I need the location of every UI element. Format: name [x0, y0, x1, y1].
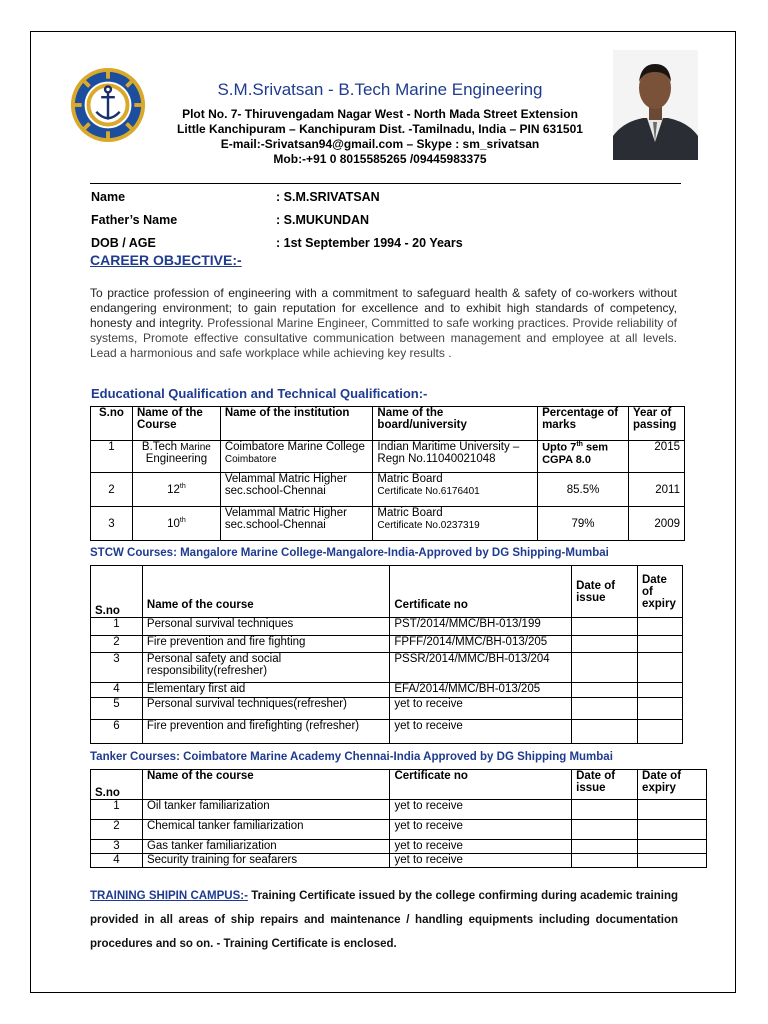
col-header: Certificate no [390, 566, 572, 618]
cell-course: Personal survival techniques(refresher) [142, 698, 389, 720]
cell-expiry [638, 800, 707, 820]
cell-sno: 6 [91, 720, 143, 744]
objective-text-2: Professional Marine Engineer, Committed to safe working practices. Provide reliability of systems, Promote effective consultative communication between management and employee at all levels. Lead a harmonious and safe workplace while achieving key results . [90, 316, 677, 360]
cell-sno: 2 [91, 473, 133, 507]
cell-expiry [637, 720, 682, 744]
personal-value: : S.M.SRIVATSAN [276, 190, 380, 204]
table-row [91, 720, 683, 744]
personal-value: : 1st September 1994 - 20 Years [276, 236, 463, 250]
cell-course: Fire prevention and fire fighting [142, 636, 389, 653]
cell-institution: Velammal Matric Higher sec.school-Chennai [220, 507, 373, 541]
cell-sno: 2 [91, 820, 143, 840]
objective-text-1: To practice profession of engineering with a commitment to safeguard health & safety of co-workers without endangering environment; to gain reputation for excellence and to exhibit high standards of competency, honesty and integrity. [90, 286, 677, 330]
cell-year: 2011 [628, 473, 684, 507]
cell-course: 10th [132, 507, 220, 541]
cell-issue [572, 618, 638, 636]
cell-sno: 5 [91, 698, 143, 720]
cell-sno: 2 [91, 636, 143, 653]
cell-course: B.Tech Marine Engineering [132, 441, 220, 473]
cell-expiry [638, 820, 707, 840]
cell-cert: yet to receive [390, 800, 572, 820]
cell-sno: 1 [91, 800, 143, 820]
table-header-row [91, 770, 707, 800]
personal-label: Name [91, 190, 126, 204]
cell-expiry [637, 653, 682, 683]
table-header-row [91, 407, 685, 441]
cell-course: Chemical tanker familiarization [142, 820, 390, 840]
cell-expiry [637, 618, 682, 636]
col-header: Certificate no [390, 770, 572, 800]
table-row [91, 800, 707, 820]
cell-sno: 4 [91, 683, 143, 698]
cell-sno: 3 [91, 653, 143, 683]
table-row [91, 441, 685, 473]
cell-issue [572, 820, 638, 840]
col-header: Date of issue [572, 566, 638, 618]
cell-issue [572, 800, 638, 820]
cell-issue [572, 698, 638, 720]
resume-title: S.M.Srivatsan - B.Tech Marine Engineering [217, 80, 543, 99]
col-header: Date of issue [572, 770, 638, 800]
table-row [91, 854, 707, 868]
cell-issue [572, 683, 638, 698]
anchor-emblem-icon [69, 66, 147, 144]
cell-year: 2015 [628, 441, 684, 473]
personal-label: DOB / AGE [91, 236, 156, 250]
cell-year: 2009 [628, 507, 684, 541]
cell-cert: yet to receive [390, 820, 572, 840]
cell-course: Elementary first aid [142, 683, 389, 698]
cell-institution: Coimbatore Marine College Coimbatore [220, 441, 373, 473]
cell-percentage: 79% [538, 507, 629, 541]
cell-sno: 3 [91, 840, 143, 854]
cell-board: Matric Board Certificate No.6176401 [373, 473, 538, 507]
contact-email-skype: E-mail:-Srivatsan94@gmail.com – Skype : sm_srivatsan [220, 137, 540, 151]
header-divider [90, 183, 681, 184]
cell-expiry [638, 840, 707, 854]
col-header: Name of the institution [220, 407, 373, 441]
col-header: S.no [91, 770, 143, 800]
cell-course: Fire prevention and firefighting (refresher) [142, 720, 389, 744]
cell-expiry [637, 636, 682, 653]
table-row [91, 473, 685, 507]
cell-cert: PSSR/2014/MMC/BH-013/204 [390, 653, 572, 683]
table-row [91, 840, 707, 854]
cell-course: Gas tanker familiarization [142, 840, 390, 854]
profile-photo [613, 50, 698, 160]
cell-cert: yet to receive [390, 854, 572, 868]
cell-cert: yet to receive [390, 840, 572, 854]
table-row [91, 683, 683, 698]
cell-issue [572, 653, 638, 683]
personal-value: : S.MUKUNDAN [276, 213, 370, 227]
col-header: Date of expiry [638, 770, 707, 800]
table-header-row [91, 566, 683, 618]
education-heading: Educational Qualification and Technical Qualification:- [91, 386, 428, 401]
col-header: S.no [91, 407, 133, 441]
cell-board: Matric Board Certificate No.0237319 [373, 507, 538, 541]
address-line-1: Plot No. 7- Thiruvengadam Nagar West - North Mada Street Extension [182, 107, 578, 121]
career-objective-heading: CAREER OBJECTIVE:- [90, 252, 242, 268]
table-row [91, 820, 707, 840]
tanker-heading: Tanker Courses: Coimbatore Marine Academy Chennai-India Approved by DG Shipping Mumbai [90, 751, 613, 763]
cell-institution: Velammal Matric Higher sec.school-Chennai [220, 473, 373, 507]
cell-course: 12th [132, 473, 220, 507]
training-heading: TRAINING SHIPIN CAMPUS:- [90, 890, 248, 902]
cell-sno: 1 [91, 441, 133, 473]
col-header: Name of the Course [132, 407, 220, 441]
resume-header [150, 80, 610, 167]
cell-board: Indian Maritime University – Regn No.11040021048 [373, 441, 538, 473]
cell-expiry [638, 854, 707, 868]
table-row [91, 698, 683, 720]
cell-sno: 3 [91, 507, 133, 541]
personal-label: Father’s Name [91, 213, 178, 227]
table-row [91, 618, 683, 636]
cell-sno: 4 [91, 854, 143, 868]
stcw-heading: STCW Courses: Mangalore Marine College-Mangalore-India-Approved by DG Shipping-Mumbai [90, 547, 609, 559]
contact-mobile: Mob:-+91 0 8015585265 /09445983375 [273, 152, 487, 166]
cell-cert: FPFF/2014/MMC/BH-013/205 [390, 636, 572, 653]
cell-course: Oil tanker familiarization [142, 800, 390, 820]
table-row [91, 653, 683, 683]
table-row [91, 636, 683, 653]
career-objective-text [90, 286, 677, 361]
cell-cert: yet to receive [390, 720, 572, 744]
tanker-table [90, 769, 707, 868]
table-row [91, 507, 685, 541]
training-text: Training Certificate issued by the college confirming during academic training provided in all areas of ship repairs and maintenance / handling equipments including documentation procedures and so on. - Training Certificate is enclosed. [90, 890, 678, 950]
col-header: Name of the course [142, 770, 390, 800]
cell-issue [572, 636, 638, 653]
cell-issue [572, 854, 638, 868]
col-header: Percentage of marks [538, 407, 629, 441]
col-header: Year of passing [628, 407, 684, 441]
address-line-2: Little Kanchipuram – Kanchipuram Dist. -Tamilnadu, India – PIN 631501 [177, 122, 583, 136]
cell-course: Personal survival techniques [142, 618, 389, 636]
cell-sno: 1 [91, 618, 143, 636]
cell-cert: PST/2014/MMC/BH-013/199 [390, 618, 572, 636]
col-header: Name of the course [142, 566, 389, 618]
cell-issue [572, 840, 638, 854]
cell-course: Security training for seafarers [142, 854, 390, 868]
cell-expiry [637, 683, 682, 698]
cell-percentage: 85.5% [538, 473, 629, 507]
cell-percentage: Upto 7th sem CGPA 8.0 [538, 441, 629, 473]
col-header: Name of the board/university [373, 407, 538, 441]
cell-cert: EFA/2014/MMC/BH-013/205 [390, 683, 572, 698]
training-paragraph [90, 884, 678, 956]
col-header: S.no [91, 566, 143, 618]
stcw-table [90, 565, 683, 744]
cell-course: Personal safety and social responsibility(refresher) [142, 653, 389, 683]
education-table [90, 406, 685, 541]
cell-expiry [637, 698, 682, 720]
cell-issue [572, 720, 638, 744]
cell-cert: yet to receive [390, 698, 572, 720]
col-header: Date of expiry [637, 566, 682, 618]
